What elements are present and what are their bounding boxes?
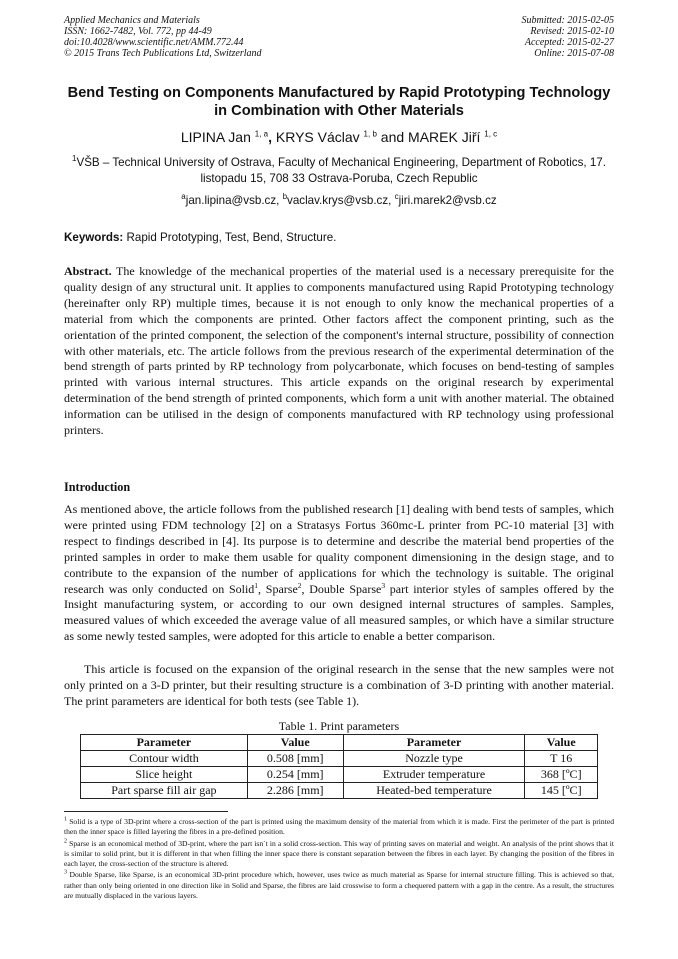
journal-doi: doi:10.4028/www.scientific.net/AMM.772.44	[64, 37, 244, 48]
table-cell: Nozzle type	[343, 751, 525, 767]
date-accepted: Accepted: 2015-02-27	[524, 37, 614, 48]
email-mark: b	[282, 192, 288, 202]
author-separator: ,	[268, 129, 276, 145]
column-header: Value	[247, 735, 343, 751]
footnote-mark: 1	[64, 816, 67, 823]
print-parameters-table	[80, 734, 598, 799]
table-row	[81, 767, 598, 783]
table-cell: T 16	[525, 751, 598, 767]
table-cell: 0.508 [mm]	[247, 751, 343, 767]
section-heading: Introduction	[64, 480, 131, 494]
submission-dates	[522, 15, 615, 59]
footnote-mark: 3	[64, 869, 67, 876]
table-cell: Heated-bed temperature	[343, 783, 525, 799]
table-cell: 368 [ºC]	[525, 767, 598, 783]
date-submitted: Submitted: 2015-02-05	[521, 15, 614, 26]
date-online: Online: 2015-07-08	[534, 48, 614, 59]
table-cell: 145 [ºC]	[525, 783, 598, 799]
email-link[interactable]: jan.lipina@vsb.cz,	[185, 194, 283, 207]
journal-copyright: © 2015 Trans Tech Publications Ltd, Switzerland	[64, 48, 262, 59]
table-cell: Slice height	[81, 767, 248, 783]
column-header: Value	[525, 735, 598, 751]
abstract-label: Abstract.	[64, 264, 112, 278]
paragraph-text: part interior styles of samples offered by the Insight manufacturing system, or according to our own designed internal structures of samples. Samples, measured values of which exceeded the average value of all measured samples, or which have a similar structure as some newly tested samples, were adopted for this article to enable a better comparison.	[64, 581, 614, 644]
journal-name: Applied Mechanics and Materials	[64, 15, 200, 26]
footnote	[64, 839, 614, 870]
paragraph: This article is focused on the expansion of the original research in the sense that the new samples were not only printed on a 3-D printer, but their resulting structure is a combination of 3-D printing with another material. The print parameters are identical for both tests (see Table 1).	[64, 662, 614, 708]
keywords-text: Rapid Prototyping, Test, Bend, Structure.	[123, 231, 337, 244]
paragraph-text: As mentioned above, the article follows from the published research [1] dealing with bend tests of samples, which were printed using FDM technology [2] on a Stratasys Fortus 360mc-L printer from PC-10 material [3] with respect to findings described in [4]. Its purpose is to determine and describe the material bend properties of the printed samples in order to make them usable for quality component dimensioning in the design stage, and to contribute to the expansion of the number of applications for which the technology is suitable. The original research was only conducted on Solid	[64, 502, 614, 596]
footnote-text: Sparse is an economical method of 3D-print, where the part isn´t in a solid cross-section. This way of printing saves on material and weight. An analysis of the print shows that it is similar to solid print, but it is different in that when filling the inner space there is constant separation between the fibres in each layer. By changing the position of the fibres in each layer, the cross-section of the structure is altered.	[64, 838, 614, 869]
table-cell: Contour width	[81, 751, 248, 767]
keywords-label: Keywords:	[64, 231, 124, 244]
footnote-ref[interactable]: 1	[254, 580, 259, 590]
abstract-text: The knowledge of the mechanical properties of the material used is a necessary prerequisite for the quality design of any structural unit. It applies to components manufactured using Rapid Prototyping technology (hereinafter only RP) multiple times, because it is not enough to only know the mechanical properties of a material from which the components are printed. Other factors affect the component printing, such as the orientation of the printed component, the selection of the component's internal structure, possibility of connection with other materials, etc. The article follows from the previous research of the experimental determination of the bend strength of parts printed by RP technology from polycarbonate, which focuses on bend-testing of samples printed with various internal structures. This article expands on the original research by experimental determination of the bend strength of printed components, which form a unit with another material. The obtained information can be utilised in the design of components manufactured with RP technology using professional printers.	[64, 264, 614, 438]
author-emails	[64, 194, 614, 208]
affiliation-text: VŠB – Technical University of Ostrava, Faculty of Mechanical Engineering, Department of Robotics, 17. listopadu 15, 708 33 Ostrava-Poruba, Czech Republic	[76, 156, 606, 185]
paper-title: Bend Testing on Components Manufactured by Rapid Prototyping Technology in Combination with Other Materials	[67, 85, 611, 119]
footnote-text: Double Sparse, like Sparse, is an economical 3D-print procedure which, however, uses twice as much material as Sparse for internal structure filling. This is achieved so that, rather than only being oriented in one direction like in Solid and Sparse, the fibres are laid crosswise to form a chequered pattern with a gap in the centre. As a result, the structures are mutually displaced in the various layers.	[64, 870, 614, 901]
author-name: LIPINA Jan	[180, 129, 255, 145]
author-name: KRYS Václav	[275, 129, 364, 145]
footnote	[64, 870, 614, 901]
journal-issn: ISSN: 1662-7482, Vol. 772, pp 44-49	[64, 26, 212, 37]
table-cell: 2.286 [mm]	[247, 783, 343, 799]
abstract	[64, 264, 614, 439]
author-separator: and	[376, 129, 409, 145]
paragraph	[64, 502, 614, 645]
paragraph-text: , Sparse	[258, 581, 298, 596]
column-header: Parameter	[81, 735, 248, 751]
table-header-row	[81, 735, 598, 751]
table-caption: Table 1. Print parameters	[278, 719, 400, 733]
affiliation	[64, 155, 614, 187]
author-list	[64, 128, 614, 146]
journal-info	[64, 15, 262, 59]
affiliation-mark: 1	[72, 154, 77, 164]
paragraph-text: , Double Sparse	[301, 581, 382, 596]
footnote-text: Solid is a type of 3D-print where a cross-section of the part is printed using the maximum density of the material from which it is made. First the perimeter of the part is printed then the inner space is filled layering the fibres in a pre-defined position.	[64, 817, 614, 837]
author-affiliation-mark: 1, c	[484, 129, 498, 139]
footnote-ref[interactable]: 3	[381, 580, 386, 590]
footnote	[64, 817, 614, 838]
table-cell: Extruder temperature	[343, 767, 525, 783]
table-cell: Part sparse fill air gap	[81, 783, 248, 799]
author-affiliation-mark: 1, a	[254, 129, 269, 139]
footnote-mark: 2	[64, 838, 67, 845]
keywords	[64, 231, 614, 245]
column-header: Parameter	[343, 735, 525, 751]
email-link[interactable]: vaclav.krys@vsb.cz,	[287, 194, 395, 207]
footnote-ref[interactable]: 2	[297, 580, 302, 590]
footnote-divider	[64, 811, 228, 812]
author-affiliation-mark: 1, b	[363, 129, 377, 139]
author-name: MAREK Jiří	[408, 129, 485, 145]
table-row	[81, 751, 598, 767]
email-mark: a	[181, 192, 186, 202]
table-cell: 0.254 [mm]	[247, 767, 343, 783]
date-revised: Revised: 2015-02-10	[530, 26, 614, 37]
table-row	[81, 783, 598, 799]
footnotes	[64, 817, 614, 902]
email-link[interactable]: jiri.marek2@vsb.cz	[398, 194, 497, 207]
email-mark: c	[394, 192, 399, 202]
